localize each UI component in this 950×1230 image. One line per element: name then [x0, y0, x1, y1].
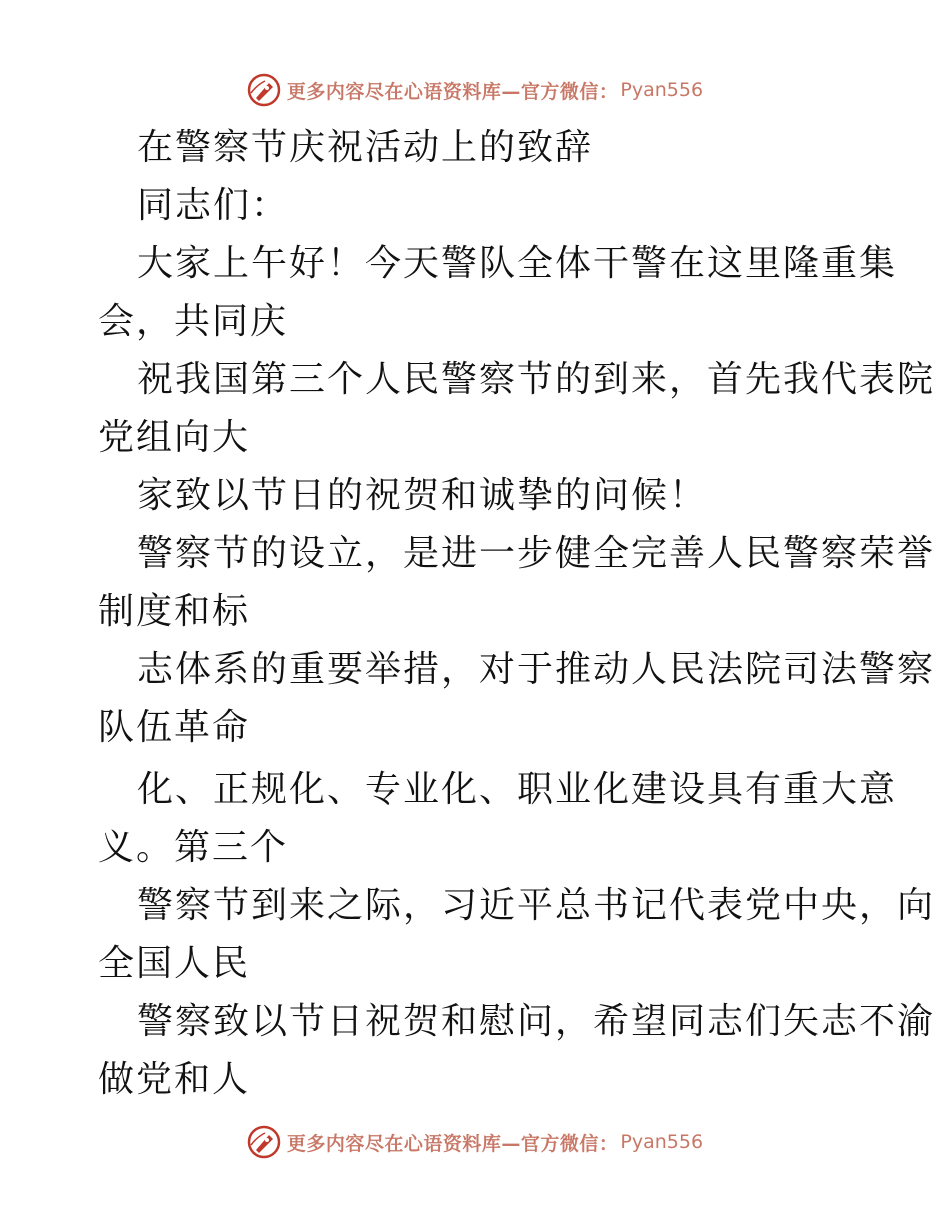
text-line: 警察节到来之际，习近平总书记代表党中央，向	[137, 885, 936, 926]
banner-wechat-id: Pyan556	[620, 79, 704, 101]
text-line: 会，共同庆	[98, 301, 289, 342]
text-line: 大家上午好！今天警队全体干警在这里隆重集	[137, 243, 898, 284]
banner-site-text: 更多内容尽在心语资料库—官方微信：	[286, 1132, 619, 1155]
text-line: 全国人民	[98, 943, 251, 984]
text-line: 义。第三个	[98, 827, 289, 868]
text-line: 祝我国第三个人民警察节的到来，首先我代表院	[137, 359, 936, 400]
text-line: 志体系的重要举措，对于推动人民法院司法警察	[137, 649, 936, 690]
text-line: 队伍革命	[98, 707, 251, 748]
pen-nib-logo-icon	[247, 73, 281, 107]
document-title: 在警察节庆祝活动上的致辞	[137, 127, 594, 168]
text-line: 警察节的设立，是进一步健全完善人民警察荣誉	[137, 533, 936, 574]
text-line: 党组向大	[98, 417, 251, 458]
banner-wechat-id: Pyan556	[620, 1131, 704, 1153]
pen-nib-logo-icon	[247, 1125, 281, 1159]
text-line: 化、正规化、专业化、职业化建设具有重大意	[137, 769, 898, 810]
header-banner	[0, 70, 950, 110]
text-line: 制度和标	[98, 591, 251, 632]
footer-banner	[0, 1122, 950, 1162]
text-line: 同志们：	[137, 185, 290, 226]
banner-site-text: 更多内容尽在心语资料库—官方微信：	[286, 80, 619, 103]
text-line: 警察致以节日祝贺和慰问，希望同志们矢志不渝	[137, 1001, 936, 1042]
text-line: 做党和人	[98, 1059, 251, 1100]
text-line: 家致以节日的祝贺和诚挚的问候！	[137, 475, 708, 516]
